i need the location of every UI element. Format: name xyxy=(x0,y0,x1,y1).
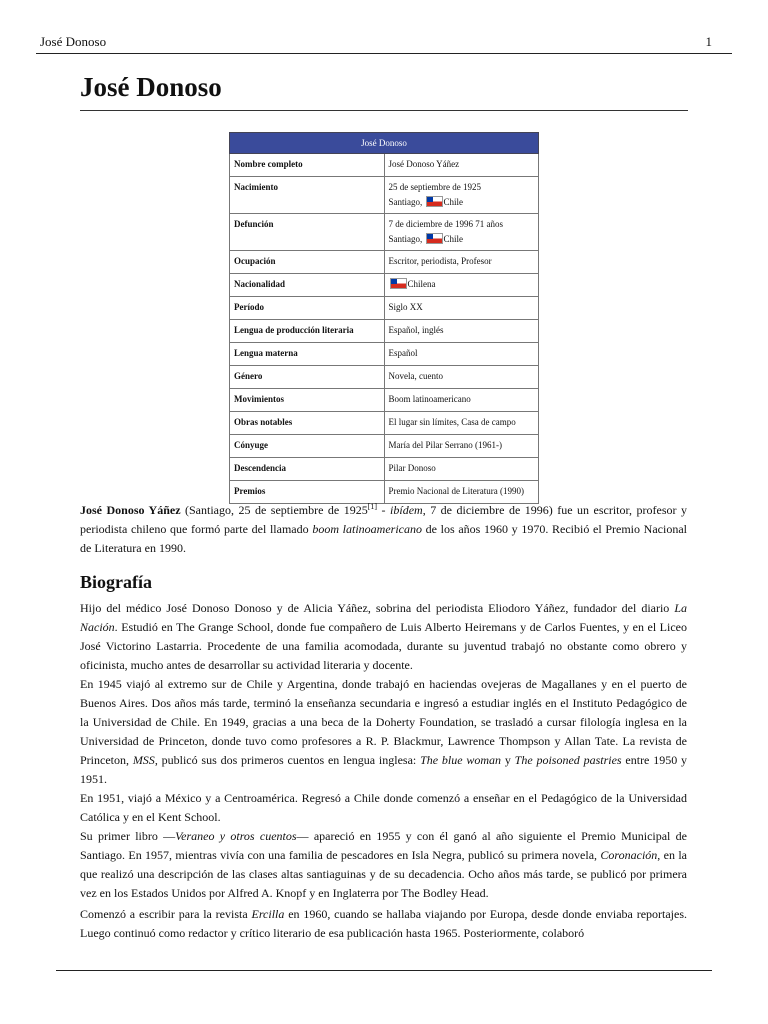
paragraph-text: Hijo del médico José Donoso Donoso y de Alicia Yáñez, sobrina del periodista Eliodoro Yáñez, fundador del diario xyxy=(80,601,675,615)
infobox-label: Nacimiento xyxy=(230,177,385,214)
paragraph-text: . Estudió en The Grange School, donde fue compañero de Luis Alberto Heiremans y de Carlos Fuentes, y en el Liceo José Victorino Lastarria. Procedente de una familia acomodada, durante su juventud trabajó no obstante como obrero y oficinista, mucho antes de desarrollar su actividad literaria y docente. xyxy=(80,620,687,672)
infobox-label: Nombre completo xyxy=(230,154,385,177)
infobox-row xyxy=(230,251,539,274)
article-title: José Donoso xyxy=(80,72,222,102)
infobox-row xyxy=(230,297,539,320)
page-number: 1 xyxy=(705,34,712,49)
running-header xyxy=(40,34,712,50)
header-rule xyxy=(36,53,732,54)
infobox-value: María del Pilar Serrano (1961-) xyxy=(384,435,539,458)
paragraph-italic: Coronación xyxy=(600,848,658,862)
paragraph xyxy=(80,675,687,789)
infobox xyxy=(229,132,539,504)
paragraph-italic: Ercilla xyxy=(251,907,285,921)
paragraph-italic: The poisoned pastries xyxy=(514,753,622,767)
paragraph-text: en 1960, cuando se hallaba viajando por Europa, desde donde enviaba reportajes. Luego continuó como redactor y crítico literario de esa publicación hasta 1965. Posteriormente, colaboró xyxy=(80,907,688,940)
intro-text: - xyxy=(377,503,391,517)
infobox-label: Lengua materna xyxy=(230,343,385,366)
paragraph xyxy=(80,599,687,675)
paragraph-text: En 1945 viajó al extremo sur de Chile y Argentina, donde trabajó en haciendas ovejeras de Magallanes y en el puerto de Buenos Aires. Dos años más tarde, terminó la enseñanza secundaria e ingresó a estudiar inglés en el Instituto Pedagógico de la Universidad de Chile. En 1949, gracias a una beca de la Doherty Foundation, se trasladó a cursar filología inglesa en la Universidad de Princeton, donde tuvo como profesores a R. P. Blackmur, Lawrence Thompson y Allan Tate. La revista de Princeton, xyxy=(80,677,687,767)
paragraph xyxy=(80,905,687,943)
paragraph-text: Comenzó a escribir para la revista xyxy=(80,907,252,921)
infobox-header-row xyxy=(230,133,539,154)
infobox-value: Español, inglés xyxy=(384,320,539,343)
paragraph: En 1951, viajó a México y a Centroamérica. Regresó a Chile donde comenzó a enseñar en el Pedagógico de la Universidad Católica y en el Kent School. xyxy=(80,791,687,824)
infobox-value: El lugar sin límites, Casa de campo xyxy=(384,412,539,435)
infobox-row xyxy=(230,177,539,214)
chile-flag-icon xyxy=(426,196,443,207)
infobox-value: Escritor, periodista, Profesor xyxy=(384,251,539,274)
infobox-label: Ocupación xyxy=(230,251,385,274)
paragraph-italic: La Nación xyxy=(80,601,687,634)
paragraph-italic: Veraneo y otros cuentos xyxy=(175,829,297,843)
infobox-label: Obras notables xyxy=(230,412,385,435)
intro-paragraph xyxy=(80,497,687,558)
infobox-label: Descendencia xyxy=(230,458,385,481)
paragraph-text: — apareció en 1955 y con él ganó al año siguiente el Premio Municipal de Santiago. En 1957, mientras vivía con una familia de pescadores en Isla Negra, publicó su primera novela, xyxy=(80,829,687,862)
infobox-row xyxy=(230,154,539,177)
nationality: Chilena xyxy=(407,279,436,289)
paragraph-text: entre 1950 y 1951. xyxy=(80,753,688,786)
infobox-value-death xyxy=(384,214,539,251)
intro-text: de los años 1960 y 1970. Recibió el Premio Nacional de Literatura en 1990. xyxy=(80,522,687,555)
infobox-value: Premio Nacional de Literatura (1990) xyxy=(384,481,539,504)
infobox-value-birth xyxy=(384,177,539,214)
title-rule xyxy=(80,110,688,111)
paragraph-text: y xyxy=(501,753,515,767)
infobox-row xyxy=(230,214,539,251)
paragraph-italic: MSS xyxy=(132,753,155,767)
infobox-label: Movimientos xyxy=(230,389,385,412)
paragraph-text: , en la que realizó una descripción de las clases altas santiaguinas y de su decadencia. Ocho años más tarde, se publicó por primera vez en los Estados Unidos por Alfred A. Knopf y en Inglaterra por The Bodley Head. xyxy=(80,848,687,900)
infobox-row xyxy=(230,435,539,458)
death-place: Santiago, xyxy=(388,234,423,244)
death-date: 7 de diciembre de 1996 71 años xyxy=(388,219,503,229)
infobox-label: Premios xyxy=(230,481,385,504)
birth-date: 25 de septiembre de 1925 xyxy=(388,182,481,192)
infobox-row xyxy=(230,389,539,412)
paragraph-text: , publicó sus dos primeros cuentos en lengua inglesa: xyxy=(154,753,421,767)
subject-name: José Donoso Yáñez xyxy=(80,503,181,517)
paragraph xyxy=(80,827,687,903)
reference-link[interactable]: [1] xyxy=(367,502,378,511)
intro-italic: ibídem xyxy=(390,503,423,517)
infobox-value: Español xyxy=(384,343,539,366)
paragraph-text: Su primer libro — xyxy=(80,829,176,843)
running-title: José Donoso xyxy=(40,34,107,49)
infobox-value: Novela, cuento xyxy=(384,366,539,389)
intro-text: (Santiago, 25 de septiembre de 1925 xyxy=(180,503,368,517)
paragraph-italic: The blue woman xyxy=(420,753,502,767)
infobox-row xyxy=(230,458,539,481)
chile-flag-icon xyxy=(426,233,443,244)
infobox-label: Lengua de producción literaria xyxy=(230,320,385,343)
infobox-label: Género xyxy=(230,366,385,389)
infobox-label: Defunción xyxy=(230,214,385,251)
infobox-value: Pilar Donoso xyxy=(384,458,539,481)
infobox-value: Siglo XX xyxy=(384,297,539,320)
footer-rule xyxy=(56,970,712,971)
infobox-row xyxy=(230,274,539,297)
infobox-row xyxy=(230,412,539,435)
death-country: Chile xyxy=(443,234,463,244)
intro-italic: boom latinoamericano xyxy=(312,522,422,536)
intro-text: , 7 de diciembre de 1996) fue un escritor, profesor y periodista chileno que formó parte del llamado xyxy=(80,503,687,536)
infobox-label: Cónyuge xyxy=(230,435,385,458)
birth-place: Santiago, xyxy=(388,197,423,207)
infobox-label: Nacionalidad xyxy=(230,274,385,297)
infobox-row xyxy=(230,320,539,343)
infobox-value: Boom latinoamericano xyxy=(384,389,539,412)
birth-country: Chile xyxy=(443,197,463,207)
infobox-value-nationality xyxy=(384,274,539,297)
infobox-label: Período xyxy=(230,297,385,320)
infobox-row xyxy=(230,343,539,366)
chile-flag-icon xyxy=(390,278,407,289)
section-heading-biografia: Biografía xyxy=(80,572,152,592)
infobox-value: José Donoso Yáñez xyxy=(384,154,539,177)
infobox-row xyxy=(230,366,539,389)
infobox-caption: José Donoso xyxy=(230,133,539,154)
